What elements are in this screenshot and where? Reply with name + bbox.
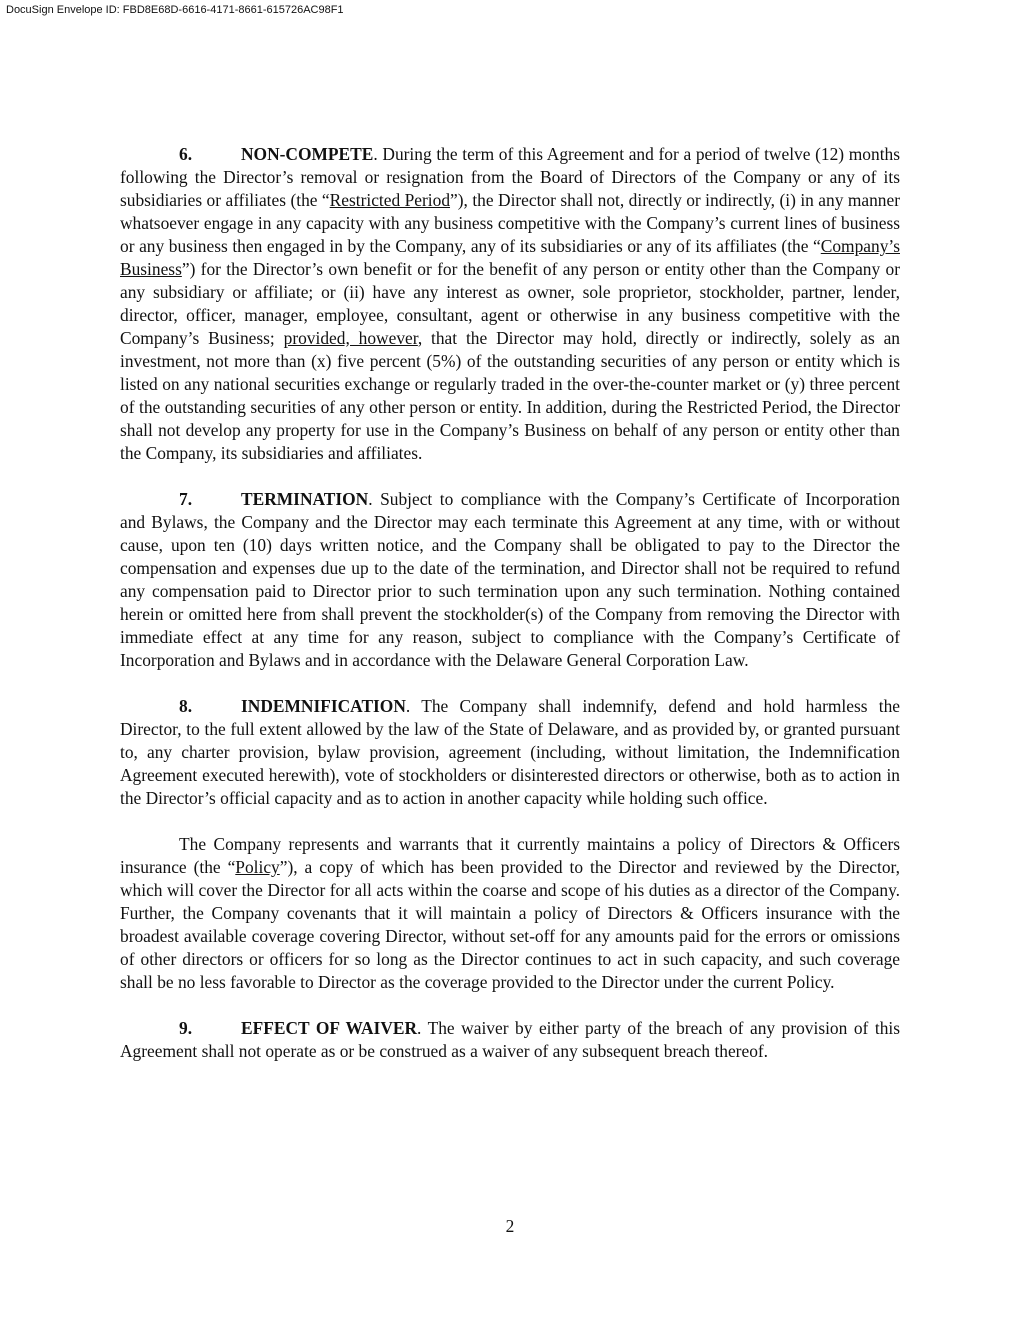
defined-term: Restricted Period xyxy=(329,190,451,210)
section-8-insurance-paragraph xyxy=(120,833,900,994)
section-heading: TERMINATION xyxy=(241,489,369,509)
section-text: . The Company shall indemnify, defend and hold harmless the Director, to the full extent allowed by the law of the State of Delaware, and as provided by, or granted pursuant to, any charter provision, bylaw provision, agreement (including, without limitation, the Indemnification Agreement executed herewith), vote of stockholders or disinterested directors or otherwise, both as to action in the Director’s official capacity and as to action in another capacity while holding such office. xyxy=(120,696,900,808)
section-text: The Company represents and warrants that it currently maintains a policy of Directors & Officers insurance (the “ xyxy=(120,834,900,877)
defined-term: provided, however xyxy=(283,328,418,348)
section-6-non-compete xyxy=(120,143,900,465)
section-7-termination xyxy=(120,488,900,672)
section-text: . Subject to compliance with the Company’s Certificate of Incorporation and Bylaws, the Company and the Director may each terminate this Agreement at any time, with or without cause, upon ten (10) days written notice, and the Company shall be obligated to pay to the Director the compensation and expenses due up to the date of the termination, and Director shall not be required to refund any compensation paid to Director prior to such termination upon any such termination. Nothing contained herein or omitted here from shall prevent the stockholder(s) of the Company from removing the Director with immediate effect at any time for any reason, subject to compliance with the Company’s Certificate of Incorporation and Bylaws and in accordance with the Delaware General Corporation Law. xyxy=(120,489,900,670)
section-number: 6. xyxy=(179,144,193,164)
section-heading: INDEMNIFICATION xyxy=(241,696,406,716)
section-text: ”), the Director shall not, directly or indirectly, (i) in any manner whatsoever engage in any capacity with any business competitive with the Company’s current lines of business or any business then engaged in by the Company, any of its subsidiaries or any of its affiliates (the “ xyxy=(120,190,900,256)
docusign-envelope-id: DocuSign Envelope ID: FBD8E68D-6616-4171-8661-615726AC98F1 xyxy=(6,4,344,16)
section-text: ”), a copy of which has been provided to the Director and reviewed by the Director, which will cover the Director for all acts within the coarse and scope of his duties as a director of the Company. Further, the Company covenants that it will maintain a policy of Directors & Officers insurance with the broadest available coverage covering Director, without set-off for any amounts paid for the errors or omissions of other directors or officers for so long as the Director continues to act in such capacity, and such coverage shall be no less favorable to Director as the coverage provided to the Director under the current Policy. xyxy=(120,857,900,992)
document-body xyxy=(120,143,900,1086)
section-number: 8. xyxy=(179,696,193,716)
section-number: 9. xyxy=(179,1018,193,1038)
section-heading: NON-COMPETE xyxy=(241,144,374,164)
section-text: ”) for the Director’s own benefit or for the benefit of any person or entity other than the Company or any subsidiary or affiliate; or (ii) have any interest as owner, sole proprietor, stockholder, partner, lender, director, officer, manager, employee, consultant, agent or otherwise in any business competitive with the Company’s Business; xyxy=(120,259,900,348)
section-8-indemnification xyxy=(120,695,900,810)
section-text: . The waiver by either party of the breach of any provision of this Agreement shall not operate as or be construed as a waiver of any subsequent breach thereof. xyxy=(120,1018,900,1061)
section-text: , that the Director may hold, directly or indirectly, solely as an investment, not more than (x) five percent (5%) of the outstanding securities of any person or entity which is listed on any national securities exchange or regularly traded in the over-the-counter market or (y) three percent of the outstanding securities of any other person or entity. In addition, during the Restricted Period, the Director shall not develop any property for use in the Company’s Business on behalf of any person or entity other than the Company, its subsidiaries and affiliates. xyxy=(120,328,900,463)
section-9-effect-of-waiver xyxy=(120,1017,900,1063)
defined-term: Policy xyxy=(235,857,280,877)
section-heading: EFFECT OF WAIVER xyxy=(241,1018,418,1038)
section-text: . During the term of this Agreement and for a period of twelve (12) months following the Director’s removal or resignation from the Board of Directors of the Company or any of its subsidiaries or affiliates (the “ xyxy=(120,144,900,210)
section-number: 7. xyxy=(179,489,193,509)
defined-term: Company’s Business xyxy=(120,236,900,279)
page-number: 2 xyxy=(505,1216,515,1236)
